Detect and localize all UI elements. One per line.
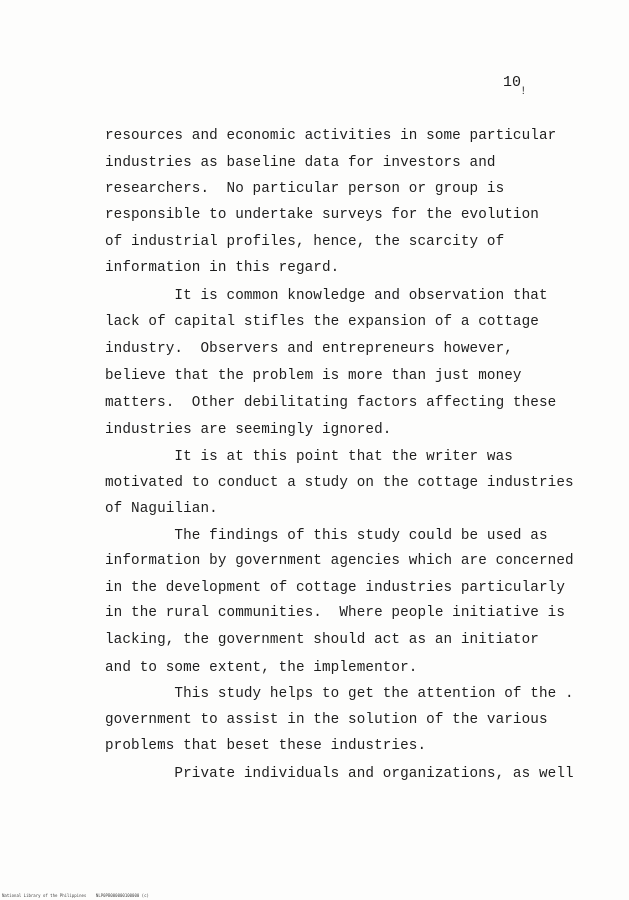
body-line: researchers. No particular person or group is — [105, 181, 505, 197]
body-line: problems that beset these industries. — [105, 738, 427, 754]
body-line: lacking, the government should act as an initiator — [105, 632, 539, 648]
body-line: industry. Observers and entrepreneurs however, — [105, 341, 513, 357]
body-line: information by government agencies which are concerned — [105, 553, 574, 569]
body-line: information in this regard. — [105, 260, 340, 276]
page-mark: ! — [520, 86, 527, 98]
body-line: of Naguilian. — [105, 501, 218, 517]
body-line: Private individuals and organizations, as well — [105, 766, 574, 782]
body-line: of industrial profiles, hence, the scarcity of — [105, 234, 505, 250]
body-line: government to assist in the solution of the various — [105, 712, 548, 728]
body-line: The findings of this study could be used as — [105, 528, 548, 544]
body-line: responsible to undertake surveys for the evolution — [105, 207, 539, 223]
body-line: in the development of cottage industries particularly — [105, 580, 566, 596]
footer-watermark: National Library of the Philippines NLP0PB000000100000 (c) — [2, 893, 149, 898]
page-number: 10 — [503, 74, 522, 91]
body-line: matters. Other debilitating factors affecting these — [105, 395, 557, 411]
body-line: It is at this point that the writer was — [105, 449, 513, 465]
body-line: industries are seemingly ignored. — [105, 422, 392, 438]
body-line: lack of capital stifles the expansion of a cottage — [105, 314, 539, 330]
body-line: and to some extent, the implementor. — [105, 660, 418, 676]
body-line: believe that the problem is more than just money — [105, 368, 522, 384]
body-line: This study helps to get the attention of the . — [105, 686, 574, 702]
body-line: industries as baseline data for investors and — [105, 155, 496, 171]
body-line: resources and economic activities in some particular — [105, 128, 557, 144]
body-line: motivated to conduct a study on the cottage industries — [105, 475, 574, 491]
body-line: in the rural communities. Where people initiative is — [105, 605, 566, 621]
body-line: It is common knowledge and observation that — [105, 288, 548, 304]
